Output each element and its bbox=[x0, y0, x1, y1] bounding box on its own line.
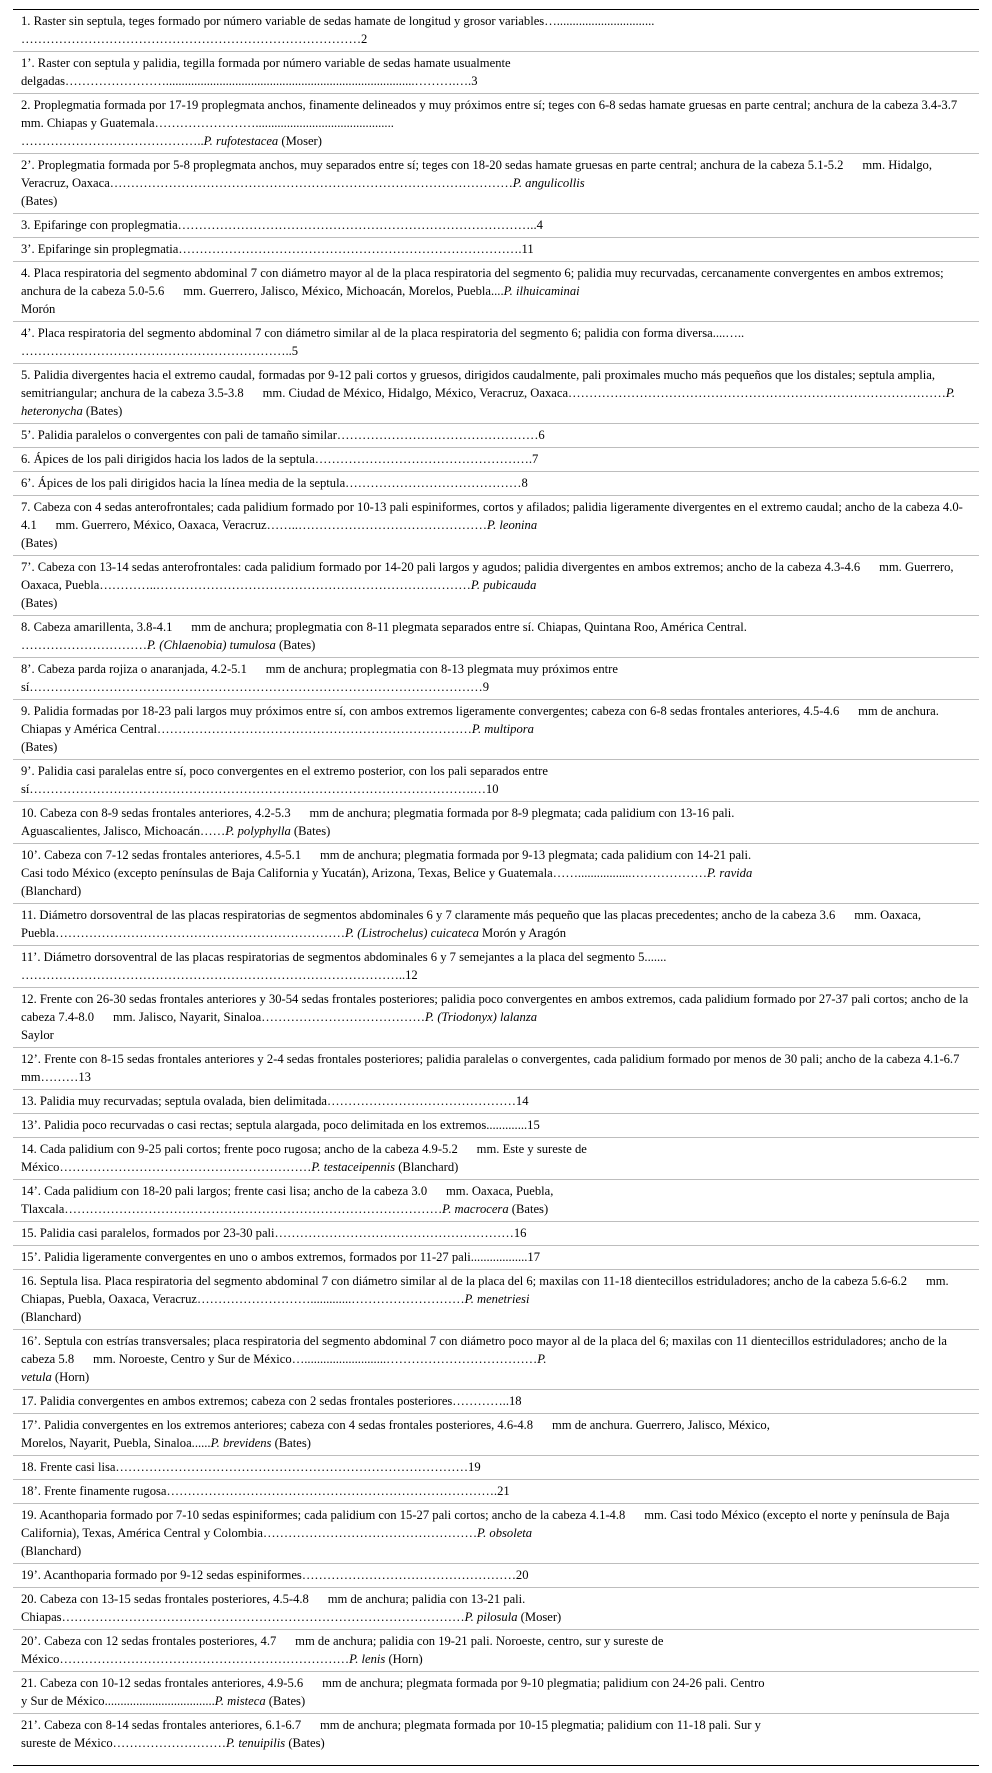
key-couplet bbox=[13, 424, 979, 448]
species-author: (Bates) bbox=[82, 404, 123, 418]
couplet-text: 7’. Cabeza con 13-14 sedas anterofrontales: cada palidium formado por 14-20 pali largos y agudos; palidia divergentes en ambos extremos; ancho de la cabeza 4.3-4.6 mm. Guerrero, Oaxaca, Puebla…………..………………………………………………………………… bbox=[21, 560, 957, 592]
species-author: (Bates) bbox=[21, 536, 58, 550]
key-couplet bbox=[13, 1390, 979, 1414]
key-couplet bbox=[13, 556, 979, 616]
species-author: (Bates) bbox=[290, 824, 331, 838]
couplet-text: 4. Placa respiratoria del segmento abdominal 7 con diámetro mayor al de la placa respiratoria del segmento 6; palidia muy recurvadas, cercanamente convergentes en ambos extremos; anchura de la cabeza 5.0-5.6 mm. Guerrero, Jalisco, México, Michoacán, Morelos, Puebla.... bbox=[21, 266, 947, 298]
couplet-text: 8’. Cabeza parda rojiza o anaranjada, 4.2-5.1 mm de anchura; proplegmatia con 8-13 plegmata muy próximos entre sí………………………………………………………………………………………………9 bbox=[21, 662, 618, 694]
species-author: (Bates) bbox=[265, 1694, 306, 1708]
species-name: P. leonina bbox=[487, 518, 538, 532]
species-name: P. polyphylla bbox=[225, 824, 291, 838]
key-couplet bbox=[13, 946, 979, 988]
key-couplet bbox=[13, 1114, 979, 1138]
species-name: P. pilosula bbox=[464, 1610, 518, 1624]
couplet-text: 9. Palidia formadas por 18-23 pali largos muy próximos entre sí, con ambos extremos ligeramente convergentes; cabeza con 6-8 sedas frontales anteriores, 4.5-4.6 mm de anchura. Chiapas y América Central………………………………………………………………… bbox=[21, 704, 943, 736]
key-couplet bbox=[13, 1714, 979, 1755]
couplet-text: 10’. Cabeza con 7-12 sedas frontales anteriores, 4.5-5.1 mm de anchura; plegmatia formada por 9-13 plegmata; cada palidium con 14-21 pali. Casi todo México (excepto penínsulas de Baja California y Yucatán), Arizona, Texas, Belice y Guatemala…….................……………… bbox=[21, 848, 752, 880]
species-author: (Bates) bbox=[275, 638, 316, 652]
couplet-text: 2. Proplegmatia formada por 17-19 proplegmata anchos, finamente delineados y muy próximos entre sí; teges con 6-8 sedas hamate gruesas en parte central; anchura de la cabeza 3.4-3.7 mm. Chiapas y Guatemala……………………............................................ …………………………………….. bbox=[21, 98, 958, 148]
key-couplet bbox=[13, 1414, 979, 1456]
species-name: P. ilhuicaminai bbox=[503, 284, 580, 298]
key-couplet bbox=[13, 364, 979, 424]
key-couplet bbox=[13, 52, 979, 94]
key-couplet bbox=[13, 262, 979, 322]
species-name: P. vetula bbox=[21, 1352, 547, 1384]
couplet-text: 1. Raster sin septula, teges formado por número variable de sedas hamate de longitud y grosor variables…............................... ………………………………………………………………………2 bbox=[21, 14, 655, 46]
key-couplet bbox=[13, 1456, 979, 1480]
species-author: Morón y Aragón bbox=[478, 926, 567, 940]
couplet-text: 9’. Palidia casi paralelas entre sí, poco convergentes en el extremo posterior, con los pali separados entre sí…………………………………………………………………………………………….…10 bbox=[21, 764, 548, 796]
species-name: P. misteca bbox=[214, 1694, 266, 1708]
species-name: P. macrocera bbox=[442, 1202, 509, 1216]
key-rows bbox=[13, 10, 979, 1755]
key-couplet bbox=[13, 1630, 979, 1672]
key-couplet bbox=[13, 10, 979, 52]
key-couplet bbox=[13, 1588, 979, 1630]
couplet-text: 14. Cada palidium con 9-25 pali cortos; frente poco rugosa; ancho de la cabeza 4.9-5.2 mm. Este y sureste de México…………………………………………………… bbox=[21, 1142, 587, 1174]
key-couplet bbox=[13, 154, 979, 214]
species-author: (Moser) bbox=[278, 134, 322, 148]
species-name: P. menetriesi bbox=[464, 1292, 530, 1306]
couplet-text: 4’. Placa respiratoria del segmento abdominal 7 con diámetro similar al de la placa respiratoria del segmento 6; palidia con forma diversa....….. ………………………………………………………..5 bbox=[21, 326, 745, 358]
key-couplet bbox=[13, 700, 979, 760]
species-author: (Bates) bbox=[285, 1736, 325, 1750]
species-author: (Bates) bbox=[271, 1436, 311, 1450]
species-name: P. ravida bbox=[707, 866, 753, 880]
couplet-text: 11. Diámetro dorsoventral de las placas respiratorias de segmentos abdominales 6 y 7 claramente más pequeño que las placas precedentes; ancho de la cabeza 3.6 mm. Oaxaca, Puebla…………………………………………………………… bbox=[21, 908, 925, 940]
key-couplet bbox=[13, 1270, 979, 1330]
species-name: P. angulicollis bbox=[512, 176, 585, 190]
key-couplet bbox=[13, 1672, 979, 1714]
key-couplet bbox=[13, 1504, 979, 1564]
couplet-text: 11’. Diámetro dorsoventral de las placas respiratorias de segmentos abdominales 6 y 7 semejantes a la placa del segmento 5....... ………………………………………………………………………………..12 bbox=[21, 950, 667, 982]
key-couplet bbox=[13, 1048, 979, 1090]
species-author: Morón bbox=[21, 302, 56, 316]
key-couplet bbox=[13, 472, 979, 496]
couplet-text: 18. Frente casi lisa…………………………………………………………………………19 bbox=[21, 1460, 481, 1474]
key-couplet bbox=[13, 1180, 979, 1222]
species-name: P. multipora bbox=[471, 722, 534, 736]
species-name: P. (Chlaenobia) tumulosa bbox=[146, 638, 276, 652]
couplet-text: 19’. Acanthoparia formado por 9-12 sedas espiniformes……………………………………………20 bbox=[21, 1568, 529, 1582]
key-couplet bbox=[13, 1564, 979, 1588]
couplet-text: 15. Palidia casi paralelos, formados por 23-30 pali…………………………………………………16 bbox=[21, 1226, 527, 1240]
species-author: (Blanchard) bbox=[395, 1160, 459, 1174]
key-couplet bbox=[13, 616, 979, 658]
couplet-text: 8. Cabeza amarillenta, 3.8-4.1 mm de anchura; proplegmatia con 8-11 plegmata separados entre sí. Chiapas, Quintana Roo, América Central. ………………………… bbox=[21, 620, 747, 652]
key-couplet bbox=[13, 1330, 979, 1390]
couplet-text: 3. Epifaringe con proplegmatia…………………………………………………………………………..4 bbox=[21, 218, 543, 232]
species-author: (Blanchard) bbox=[21, 1310, 82, 1324]
couplet-text: 5’. Palidia paralelos o convergentes con pali de tamaño similar…………………………………………6 bbox=[21, 428, 545, 442]
couplet-text: 15’. Palidia ligeramente convergentes en uno o ambos extremos, formados por 11-27 pali..................17 bbox=[21, 1250, 541, 1264]
species-author: (Horn) bbox=[385, 1652, 423, 1666]
couplet-text: 12. Frente con 26-30 sedas frontales anteriores y 30-54 sedas frontales posteriores; palidia poco convergentes en ambos extremos, cada palidium formado por 27-37 pali cortos; ancho de la cabeza 7.4-8.0 mm. Jalisco, Nayarit, Sinaloa………………………………… bbox=[21, 992, 972, 1024]
couplet-text: 21. Cabeza con 10-12 sedas frontales anteriores, 4.9-5.6 mm de anchura; plegmata formada por 9-10 plegmatia; palidium con 24-26 pali. Centro y Sur de México................................... bbox=[21, 1676, 765, 1708]
species-author: (Blanchard) bbox=[21, 884, 82, 898]
couplet-text: 2’. Proplegmatia formada por 5-8 proplegmata anchos, muy separados entre sí; teges con 18-20 sedas hamate gruesas en parte central; anchura de la cabeza 5.1-5.2 mm. Hidalgo, Veracruz, Oaxaca…………………………………………………………………………………… bbox=[21, 158, 935, 190]
species-name: P. obsoleta bbox=[477, 1526, 533, 1540]
key-couplet bbox=[13, 1480, 979, 1504]
couplet-text: 21’. Cabeza con 8-14 sedas frontales anteriores, 6.1-6.7 mm de anchura; plegmata formada por 10-15 plegmatia; palidium con 11-18 pali. Sur y sureste de México……………………… bbox=[21, 1718, 761, 1750]
species-author: (Moser) bbox=[517, 1610, 562, 1624]
species-name: P. pubicauda bbox=[470, 578, 537, 592]
key-couplet bbox=[13, 1138, 979, 1180]
species-name: P. testaceipennis bbox=[311, 1160, 396, 1174]
key-couplet bbox=[13, 94, 979, 154]
couplet-text: 1’. Raster con septula y palidia, tegilla formada por número variable de sedas hamate usualmente delgadas……………………...............................................................................……….….3 bbox=[21, 56, 511, 88]
identification-key-table bbox=[13, 9, 979, 1766]
key-couplet bbox=[13, 238, 979, 262]
key-couplet bbox=[13, 988, 979, 1048]
species-name: P. rufotestacea bbox=[203, 134, 279, 148]
couplet-text: 7. Cabeza con 4 sedas anterofrontales; cada palidium formado por 10-13 pali espiniformes, cortos y afilados; palidia ligeramente divergentes en el extremo caudal; ancho de la cabeza 4.0-4.1 mm. Guerrero, México, Oaxaca, Veracruz……..……………………………………… bbox=[21, 500, 963, 532]
couplet-text: 17. Palidia convergentes en ambos extremos; cabeza con 2 sedas frontales posteriores…………..18 bbox=[21, 1394, 522, 1408]
couplet-text: 6. Ápices de los pali dirigidos hacia los lados de la septula…………………………………………….7 bbox=[21, 452, 539, 466]
couplet-text: 13. Palidia muy recurvadas; septula ovalada, bien delimitada………………………………………14 bbox=[21, 1094, 529, 1108]
key-couplet bbox=[13, 496, 979, 556]
couplet-text: 16. Septula lisa. Placa respiratoria del segmento abdominal 7 con diámetro similar al de la placa del 6; maxilas con 11-18 dientecillos estriduladores; ancho de la cabeza 5.6-6.2 mm. Chiapas, Puebla, Oaxaca, Veracruz……………………….............……………………… bbox=[21, 1274, 952, 1306]
key-couplet bbox=[13, 322, 979, 364]
couplet-text: 19. Acanthoparia formado por 7-10 sedas espiniformes; cada palidium con 15-27 pali cortos; ancho de la cabeza 4.1-4.8 mm. Casi todo México (excepto el norte y península de Baja California), Texas, América Central y Colombia…………………………………………… bbox=[21, 1508, 953, 1540]
species-author: (Bates) bbox=[508, 1202, 549, 1216]
species-name: P. (Triodonyx) lalanza bbox=[424, 1010, 538, 1024]
species-name: P. heteronycha bbox=[21, 386, 959, 418]
key-couplet bbox=[13, 802, 979, 844]
species-author: (Bates) bbox=[21, 740, 58, 754]
key-couplet bbox=[13, 760, 979, 802]
key-couplet bbox=[13, 844, 979, 904]
couplet-text: 6’. Ápices de los pali dirigidos hacia la línea media de la septula……………………………………8 bbox=[21, 476, 528, 490]
couplet-text: 13’. Palidia poco recurvadas o casi rectas; septula alargada, poco delimitada en los extremos.............15 bbox=[21, 1118, 540, 1132]
couplet-text: 10. Cabeza con 8-9 sedas frontales anteriores, 4.2-5.3 mm de anchura; plegmatia formada por 8-9 plegmata; cada palidium con 13-16 pali. Aguascalientes, Jalisco, Michoacán…… bbox=[21, 806, 735, 838]
species-author: (Horn) bbox=[51, 1370, 90, 1384]
species-author: (Bates) bbox=[21, 194, 58, 208]
species-name: P. brevidens bbox=[210, 1436, 272, 1450]
key-couplet bbox=[13, 658, 979, 700]
key-couplet bbox=[13, 1246, 979, 1270]
species-author: (Bates) bbox=[21, 596, 58, 610]
couplet-text: 18’. Frente finamente rugosa…………………………………………………………………….21 bbox=[21, 1484, 510, 1498]
couplet-text: 17’. Palidia convergentes en los extremos anteriores; cabeza con 4 sedas frontales posteriores, 4.6-4.8 mm de anchura. Guerrero, Jalisco, México, Morelos, Nayarit, Puebla, Sinaloa...... bbox=[21, 1418, 770, 1450]
couplet-text: 16’. Septula con estrías transversales; placa respiratoria del segmento abdominal 7 con diámetro poco mayor al de la placa del 6; maxilas con 11 dientecillos estriduladores; ancho de la cabeza 5.8 mm. Noroeste, Centro y Sur de México…..........................……………………………… bbox=[21, 1334, 951, 1366]
key-couplet bbox=[13, 1090, 979, 1114]
species-name: P. (Listrochelus) cuicateca bbox=[344, 926, 479, 940]
key-couplet bbox=[13, 904, 979, 946]
key-couplet bbox=[13, 448, 979, 472]
couplet-text: 3’. Epifaringe sin proplegmatia……………………………………………………………………….11 bbox=[21, 242, 534, 256]
species-author: (Blanchard) bbox=[21, 1544, 82, 1558]
couplet-text: 20. Cabeza con 13-15 sedas frontales posteriores, 4.5-4.8 mm de anchura; palidia con 13-21 pali. Chiapas…………………………………………………………………………………… bbox=[21, 1592, 526, 1624]
couplet-text: 5. Palidia divergentes hacia el extremo caudal, formadas por 9-12 pali cortos y gruesos, dirigidos caudalmente, pali proximales mucho más pequeños que los distales; septula amplia, semitriangular; anchura de la cabeza 3.5-3.8 mm. Ciudad de México, Hidalgo, México, Veracruz, Oaxaca……………………………………………………………………………… bbox=[21, 368, 946, 400]
key-couplet bbox=[13, 214, 979, 238]
couplet-text: 12’. Frente con 8-15 sedas frontales anteriores y 2-4 sedas frontales posteriores; palidia paralelas o convergentes, cada palidium formado por menos de 30 pali; ancho de la cabeza 4.1-6.7 mm………13 bbox=[21, 1052, 963, 1084]
species-name: P. lenis bbox=[349, 1652, 386, 1666]
species-name: P. tenuipilis bbox=[225, 1736, 286, 1750]
couplet-text: 20’. Cabeza con 12 sedas frontales posteriores, 4.7 mm de anchura; palidia con 19-21 pali. Noroeste, centro, sur y sureste de México…………………………………………………………… bbox=[21, 1634, 664, 1666]
couplet-text: 14’. Cada palidium con 18-20 pali largos; frente casi lisa; ancho de la cabeza 3.0 mm. Oaxaca, Puebla, Tlaxcala……………………………………………………………………………… bbox=[21, 1184, 554, 1216]
species-author: Saylor bbox=[21, 1028, 54, 1042]
key-couplet bbox=[13, 1222, 979, 1246]
